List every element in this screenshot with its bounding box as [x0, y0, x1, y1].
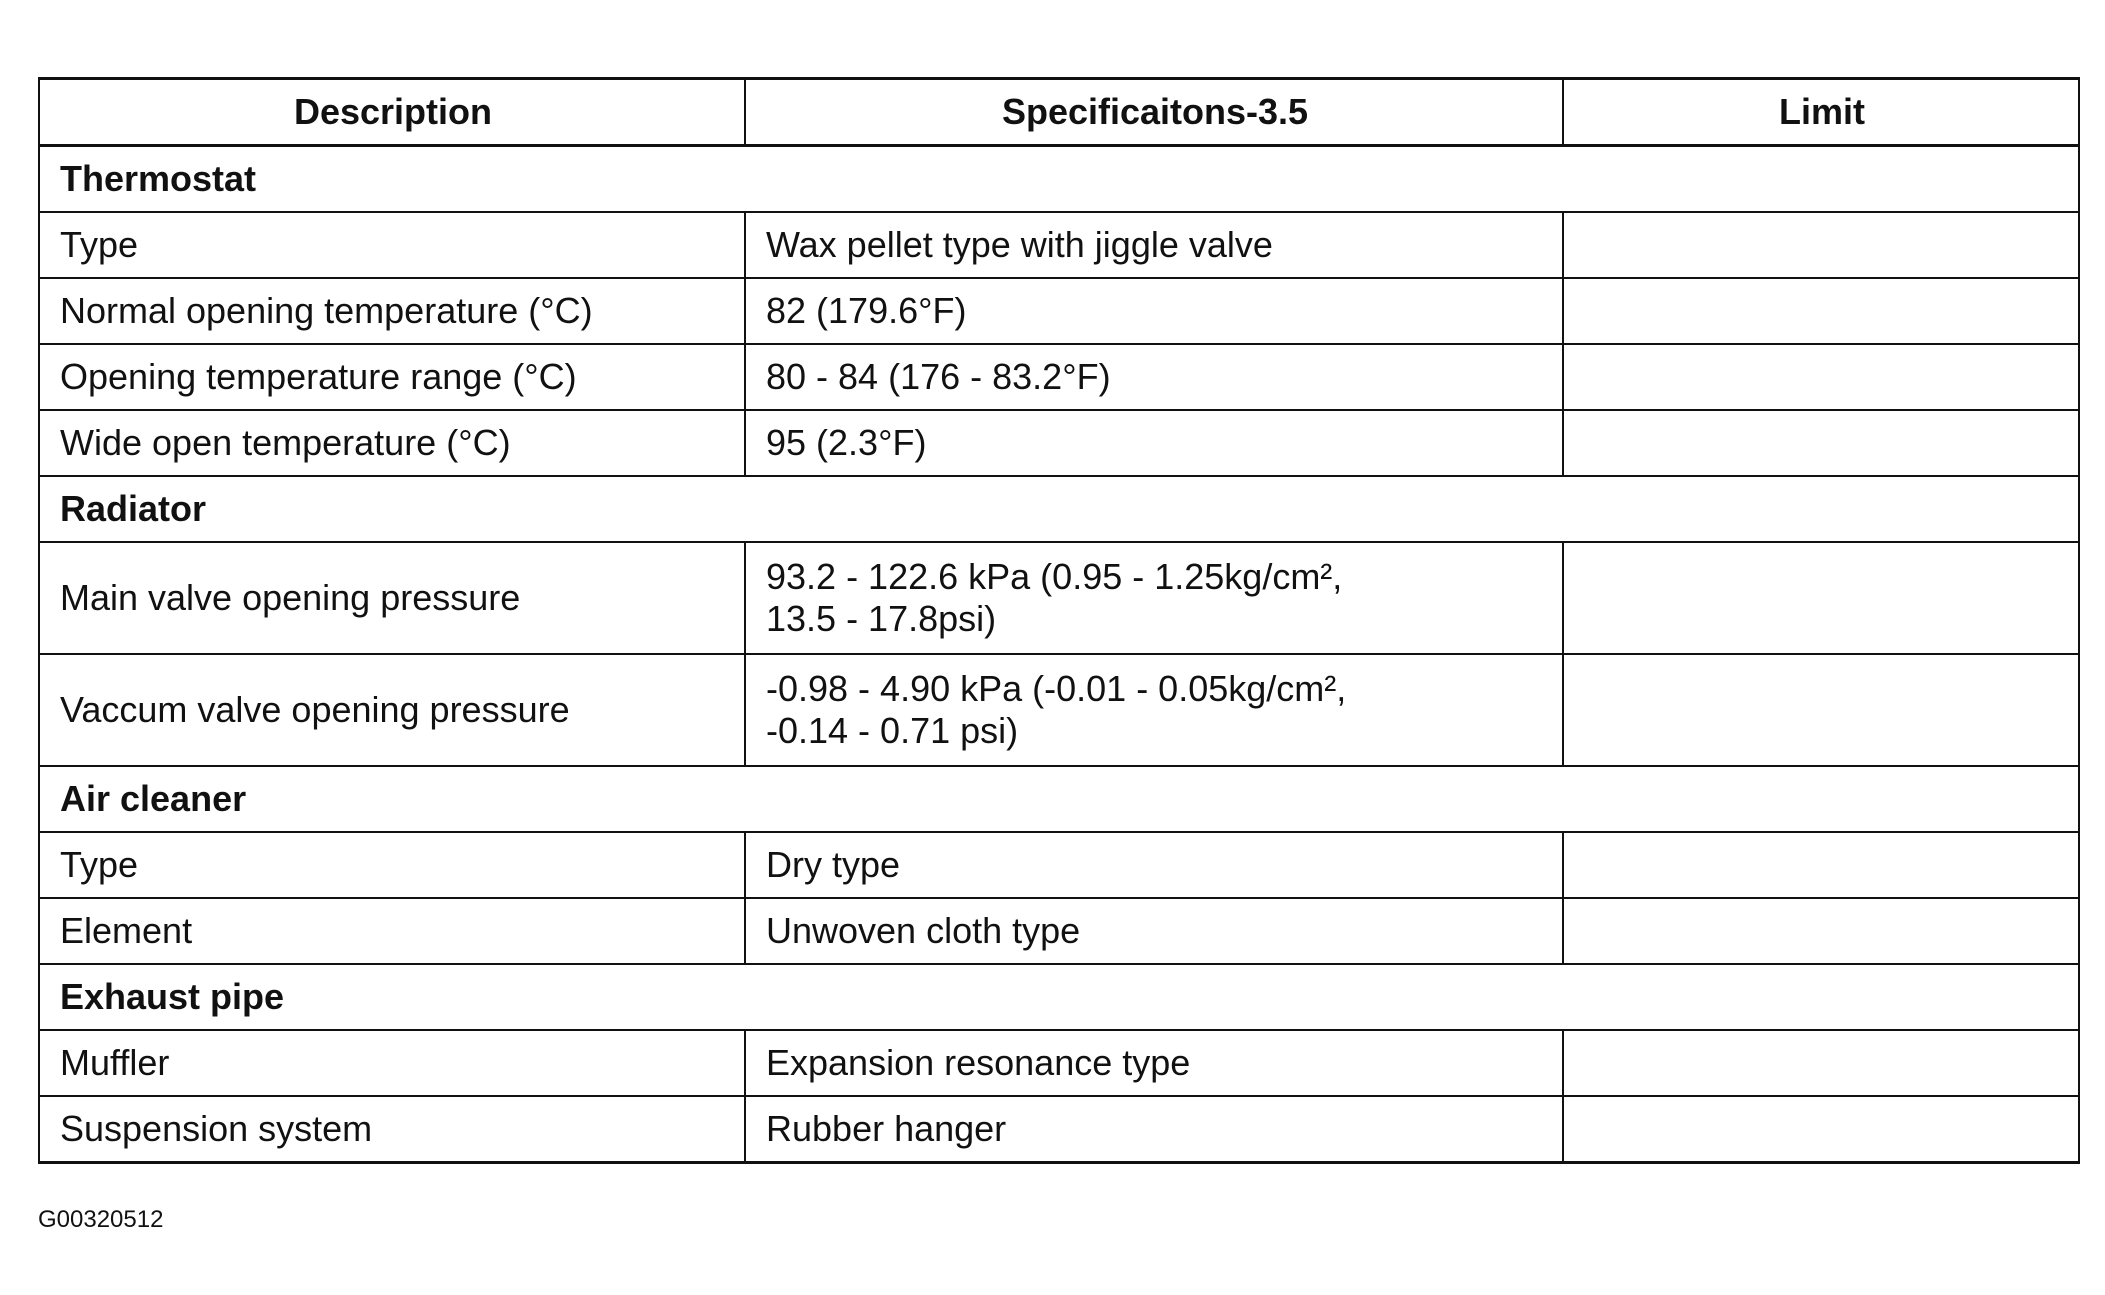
description-cell: Suspension system — [39, 1096, 745, 1163]
table-row — [39, 1030, 2079, 1096]
table-row — [39, 1096, 2079, 1163]
section-title-thermostat: Thermostat — [39, 146, 2079, 213]
header-row — [39, 79, 2079, 146]
spec-cell: Expansion resonance type — [745, 1030, 1563, 1096]
section-title-air-cleaner: Air cleaner — [39, 766, 2079, 832]
table-row — [39, 542, 2079, 654]
spec-cell: 82 (179.6°F) — [745, 278, 1563, 344]
spec-cell: -0.98 - 4.90 kPa (-0.01 - 0.05kg/cm², -0.14 - 0.71 psi) — [745, 654, 1563, 766]
description-cell: Element — [39, 898, 745, 964]
limit-cell — [1563, 278, 2079, 344]
description-cell: Main valve opening pressure — [39, 542, 745, 654]
header-limit: Limit — [1563, 79, 2079, 146]
section-row-air-cleaner — [39, 766, 2079, 832]
limit-cell — [1563, 1030, 2079, 1096]
spec-cell: Unwoven cloth type — [745, 898, 1563, 964]
section-row-thermostat — [39, 146, 2079, 213]
section-title-radiator: Radiator — [39, 476, 2079, 542]
description-cell: Normal opening temperature (°C) — [39, 278, 745, 344]
limit-cell — [1563, 212, 2079, 278]
spec-cell: Wax pellet type with jiggle valve — [745, 212, 1563, 278]
figure-id-label: G00320512 — [38, 1206, 164, 1233]
limit-cell — [1563, 898, 2079, 964]
section-row-exhaust-pipe — [39, 964, 2079, 1030]
description-cell: Wide open temperature (°C) — [39, 410, 745, 476]
limit-cell — [1563, 542, 2079, 654]
description-cell: Opening temperature range (°C) — [39, 344, 745, 410]
table-row — [39, 344, 2079, 410]
spec-cell: Dry type — [745, 832, 1563, 898]
description-cell: Type — [39, 832, 745, 898]
limit-cell — [1563, 832, 2079, 898]
table-row — [39, 212, 2079, 278]
table-row — [39, 278, 2079, 344]
spec-cell: 80 - 84 (176 - 83.2°F) — [745, 344, 1563, 410]
description-cell: Type — [39, 212, 745, 278]
header-description: Description — [39, 79, 745, 146]
spec-cell: 93.2 - 122.6 kPa (0.95 - 1.25kg/cm², 13.5 - 17.8psi) — [745, 542, 1563, 654]
section-title-exhaust-pipe: Exhaust pipe — [39, 964, 2079, 1030]
table-row — [39, 410, 2079, 476]
description-cell: Muffler — [39, 1030, 745, 1096]
header-specifications: Specificaitons-3.5 — [745, 79, 1563, 146]
limit-cell — [1563, 344, 2079, 410]
table-row — [39, 898, 2079, 964]
limit-cell — [1563, 1096, 2079, 1163]
table-row — [39, 654, 2079, 766]
specifications-table — [38, 77, 2080, 1164]
description-cell: Vaccum valve opening pressure — [39, 654, 745, 766]
table-row — [39, 832, 2079, 898]
limit-cell — [1563, 410, 2079, 476]
limit-cell — [1563, 654, 2079, 766]
section-row-radiator — [39, 476, 2079, 542]
spec-cell: Rubber hanger — [745, 1096, 1563, 1163]
spec-cell: 95 (2.3°F) — [745, 410, 1563, 476]
